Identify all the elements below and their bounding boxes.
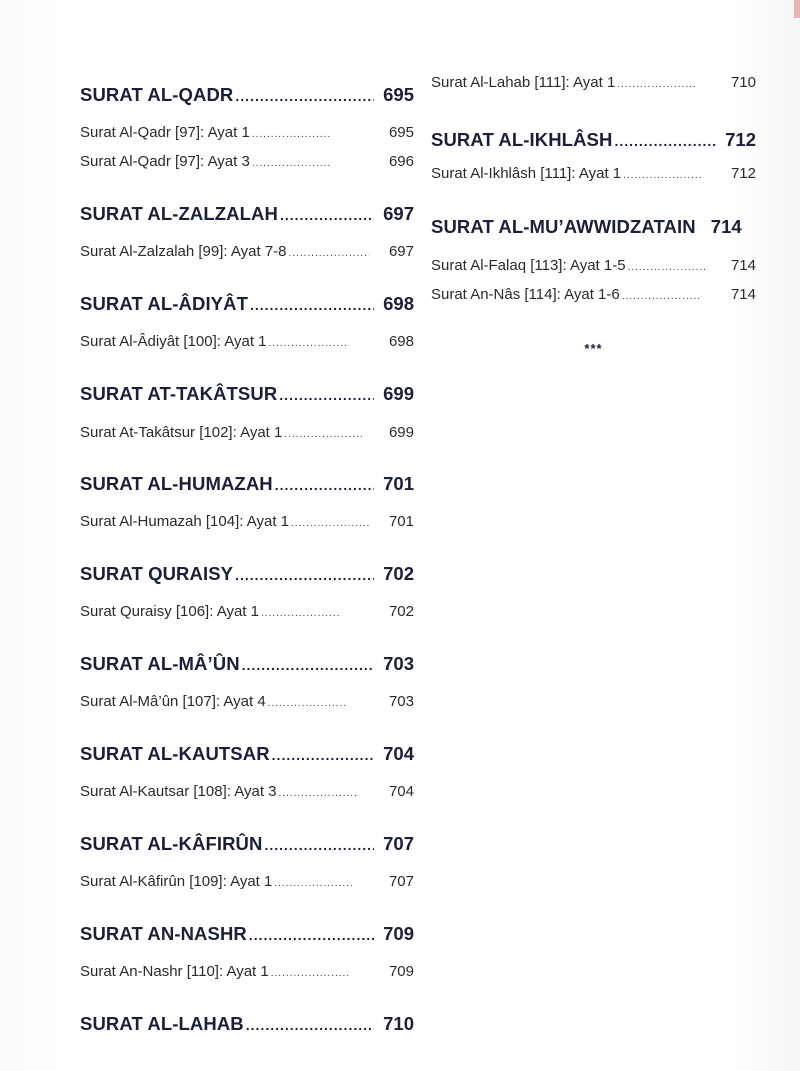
toc-entry-page: 714: [730, 257, 756, 274]
toc-heading-page: 695: [383, 84, 414, 105]
toc-entry: [431, 257, 756, 274]
toc-heading-page: 697: [383, 203, 414, 224]
toc-entry-title: Surat Al-Qadr [97]: Ayat 1: [80, 124, 250, 141]
section-end-ornament: ***: [584, 341, 603, 356]
page-edge-mark: [794, 0, 800, 18]
toc-heading: [80, 84, 414, 106]
leader-dots: [246, 1017, 374, 1033]
toc-heading-page: 704: [383, 743, 414, 764]
toc-entry-title: Surat Al-Humazah [104]: Ayat 1: [80, 513, 290, 530]
toc-entry-page: 701: [388, 513, 414, 530]
leader-dots: [284, 429, 364, 440]
toc-entry: [80, 333, 414, 350]
toc-heading-title: SURAT QURAISY: [80, 563, 234, 584]
leader-dots: [279, 387, 374, 403]
toc-heading-title: SURAT AT-TAKÂTSUR: [80, 383, 278, 404]
toc-entry-title: Surat An-Nashr [110]: Ayat 1: [80, 963, 269, 980]
toc-heading-page: 699: [383, 383, 414, 404]
toc-heading-page: 709: [383, 923, 414, 944]
toc-entry-page: 707: [388, 873, 414, 890]
toc-entry: [80, 153, 414, 170]
toc-heading-title: SURAT AL-KÂFIRÛN: [80, 833, 263, 854]
toc-entry-title: Surat Al-Qadr [97]: Ayat 3: [80, 153, 250, 170]
leader-dots: [280, 207, 374, 223]
toc-heading-page: 703: [383, 653, 414, 674]
toc-heading-title: SURAT AL-ÂDIYÂT: [80, 293, 248, 314]
leader-dots: [249, 927, 374, 943]
leader-dots: [628, 262, 708, 273]
toc-heading: [80, 923, 414, 945]
leader-dots: [261, 608, 341, 619]
toc-heading-page: 710: [383, 1013, 414, 1034]
toc-entry-title: Surat Al-Zalzalah [99]: Ayat 7-8: [80, 243, 287, 260]
toc-heading: [80, 1013, 414, 1035]
toc-entry-page: 704: [388, 783, 414, 800]
toc-entry: [80, 513, 414, 530]
toc-entry-title: Surat Al-Âdiyât [100]: Ayat 1: [80, 333, 267, 350]
toc-entry: [80, 124, 414, 141]
toc-entry: [80, 693, 414, 710]
toc-entry: [80, 963, 414, 980]
toc-entry-page: 710: [730, 74, 756, 91]
toc-heading-title: SURAT AL-KAUTSAR: [80, 743, 270, 764]
toc-heading-page: 701: [383, 473, 414, 494]
toc-entry-title: Surat At-Takâtsur [102]: Ayat 1: [80, 424, 283, 441]
toc-heading: [80, 653, 414, 675]
toc-entry-title: Surat Al-Kautsar [108]: Ayat 3: [80, 783, 277, 800]
toc-entry-page: 714: [730, 286, 756, 303]
leader-dots: [235, 567, 374, 583]
toc-heading-title: SURAT AL-LAHAB: [80, 1013, 244, 1034]
toc-entry: [80, 424, 414, 441]
toc-entry: [80, 243, 414, 260]
leader-dots: [269, 338, 349, 349]
toc-heading-page: 698: [383, 293, 414, 314]
toc-heading-page: 712: [725, 129, 756, 150]
toc-entry-page: 709: [388, 963, 414, 980]
toc-entry-page: 697: [388, 243, 414, 260]
leader-dots: [617, 79, 697, 90]
toc-entry: [80, 873, 414, 890]
toc-entry-page: 712: [730, 165, 756, 182]
toc-heading: [80, 563, 414, 585]
toc-heading: [80, 473, 414, 495]
leader-dots: [622, 291, 702, 302]
leader-dots: [279, 788, 359, 799]
leader-dots: [252, 129, 332, 140]
toc-heading: [80, 203, 414, 225]
toc-heading-title: SURAT AN-NASHR: [80, 923, 247, 944]
toc-entry: [80, 603, 414, 620]
leader-dots: [271, 968, 351, 979]
toc-heading-page: 702: [383, 563, 414, 584]
toc-entry-page: 699: [388, 424, 414, 441]
toc-entry-title: Surat Al-Mâ’ûn [107]: Ayat 4: [80, 693, 266, 710]
toc-entry-title: Surat Quraisy [106]: Ayat 1: [80, 603, 259, 620]
leader-dots: [274, 878, 354, 889]
leader-dots: [614, 133, 716, 149]
toc-heading-title: SURAT AL-MÂ’ÛN: [80, 653, 240, 674]
toc-entry-title: Surat Al-Kâfirûn [109]: Ayat 1: [80, 873, 273, 890]
leader-dots: [268, 698, 348, 709]
toc-heading: [80, 293, 414, 315]
toc-heading-title: SURAT AL-ZALZALAH: [80, 203, 278, 224]
leader-dots: [623, 170, 703, 181]
toc-heading-title: SURAT AL-MU’AWWIDZATAIN: [431, 216, 696, 237]
toc-heading: [80, 383, 414, 405]
toc-entry-title: Surat Al-Ikhlâsh [111]: Ayat 1: [431, 165, 622, 182]
toc-entry-title: Surat Al-Falaq [113]: Ayat 1-5: [431, 257, 626, 274]
toc-entry: [80, 783, 414, 800]
leader-dots: [272, 747, 374, 763]
toc-heading-title: SURAT AL-IKHLÂSH: [431, 129, 613, 150]
toc-entry-page: 698: [388, 333, 414, 350]
toc-heading-page: 714: [710, 216, 742, 237]
toc-entry: [431, 286, 756, 303]
leader-dots: [275, 477, 374, 493]
leader-dots: [235, 88, 374, 104]
leader-dots: [289, 248, 369, 259]
toc-entry-title: Surat Al-Lahab [111]: Ayat 1: [431, 74, 616, 91]
toc-heading-title: SURAT AL-HUMAZAH: [80, 473, 273, 494]
toc-entry-page: 703: [388, 693, 414, 710]
leader-dots: [242, 657, 374, 673]
toc-entry-page: 696: [388, 153, 414, 170]
toc-heading: [80, 833, 414, 855]
leader-dots: [250, 297, 374, 313]
toc-heading-page: 707: [383, 833, 414, 854]
toc-entry-page: 702: [388, 603, 414, 620]
leader-dots: [252, 158, 332, 169]
toc-entry: [431, 74, 756, 91]
toc-entry: [431, 165, 756, 182]
toc-entry-title: Surat An-Nâs [114]: Ayat 1-6: [431, 286, 620, 303]
toc-heading: [431, 216, 756, 238]
toc-heading: [80, 743, 414, 765]
toc-entry-page: 695: [388, 124, 414, 141]
leader-dots: [291, 518, 371, 529]
leader-dots: [264, 837, 374, 853]
toc-heading-title: SURAT AL-QADR: [80, 84, 234, 105]
toc-heading: [431, 129, 756, 151]
